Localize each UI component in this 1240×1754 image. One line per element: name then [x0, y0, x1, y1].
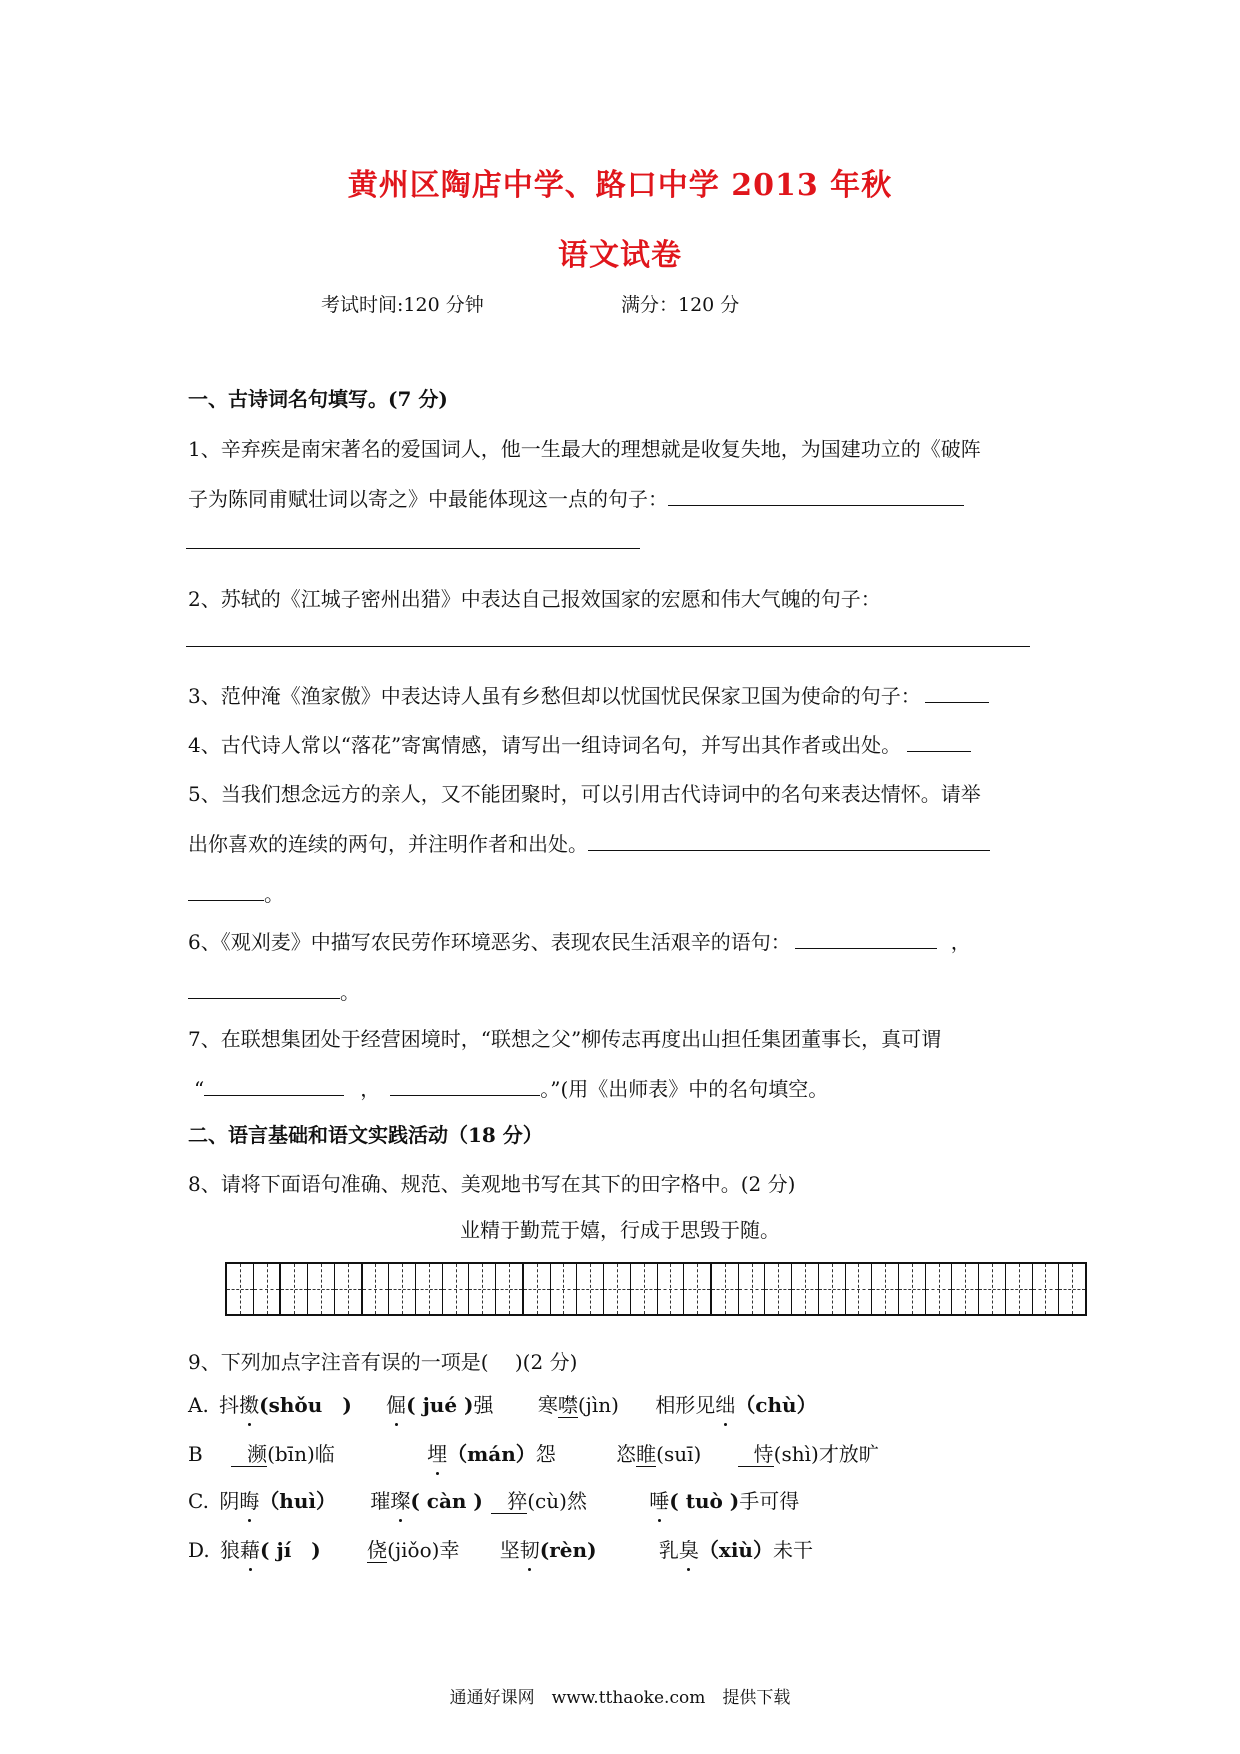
question-3-text: 3、范仲淹《渔家傲》中表达诗人虽有乡愁但却以忧国忧民保家卫国为使命的句子： [188, 684, 921, 708]
answer-line[interactable] [186, 646, 1030, 647]
grid-cell[interactable] [684, 1264, 712, 1314]
option-d-word3: 坚韧(rèn) [500, 1538, 597, 1562]
option-d-word1: 狼藉( jí ) [220, 1538, 321, 1562]
grid-cell[interactable] [952, 1264, 979, 1314]
exam-time: 考试时间:120 分钟 [321, 294, 484, 316]
option-a-word4: 相形见绌（chù） [655, 1393, 816, 1417]
grid-cell[interactable] [631, 1264, 658, 1314]
question-6-end: 。 [340, 980, 360, 1004]
answer-blank[interactable] [390, 1073, 540, 1096]
exam-title: 黄州区陶店中学、路口中学 2013 年秋 [347, 168, 893, 203]
grid-cell[interactable] [227, 1264, 254, 1314]
question-1-line2 [188, 483, 964, 514]
answer-blank[interactable] [907, 729, 971, 752]
option-c-word1: 阴晦（huì） [219, 1489, 336, 1513]
option-b-word3: 恣睢(suī) [616, 1442, 702, 1466]
grid-cell[interactable] [739, 1264, 766, 1314]
option-c-word4: 唾( tuò )手可得 [649, 1489, 799, 1513]
grid-cell[interactable] [926, 1264, 953, 1314]
answer-blank[interactable] [204, 1073, 344, 1096]
option-a[interactable] [188, 1390, 817, 1420]
question-6 [188, 926, 971, 957]
grid-cell[interactable] [899, 1264, 926, 1314]
question-7-comma: ， [360, 1077, 381, 1101]
answer-line[interactable] [186, 548, 640, 549]
grid-cell[interactable] [1033, 1264, 1060, 1314]
option-c-word2: 璀璨( càn ) [370, 1489, 483, 1513]
option-b[interactable] [188, 1439, 879, 1469]
option-b-word1: 濒(bīn)临 [231, 1442, 335, 1466]
tianzige-grid[interactable] [225, 1262, 1087, 1316]
question-4-text: 4、古代诗人常以“落花”寄寓情感，请写出一组诗词名句，并写出其作者或出处。 [188, 733, 902, 757]
grid-cell[interactable] [389, 1264, 416, 1314]
grid-cell[interactable] [1059, 1264, 1085, 1314]
question-2: 2、苏轼的《江城子密州出猎》中表达自己报效国家的宏愿和伟大气魄的句子： [188, 587, 881, 611]
grid-cell[interactable] [551, 1264, 578, 1314]
exam-subtitle: 语文试卷 [558, 238, 682, 273]
option-b-word4: 恃(shì)才放旷 [738, 1442, 879, 1466]
question-8: 8、请将下面语句准确、规范、美观地书写在其下的田字格中。(2 分) [188, 1172, 796, 1196]
answer-blank[interactable] [188, 976, 340, 999]
question-6-text: 6、《观刈麦》中描写农民劳作环境恶劣、表现农民生活艰辛的语句： [188, 930, 791, 954]
option-d-label: D. [188, 1538, 210, 1562]
option-a-word2: 倔( jué )强 [386, 1393, 493, 1417]
grid-cell[interactable] [524, 1264, 551, 1314]
option-d-word2: 侥(jiǒo)幸 [367, 1538, 460, 1562]
grid-cell[interactable] [604, 1264, 631, 1314]
question-4 [188, 729, 971, 760]
grid-cell[interactable] [363, 1264, 390, 1314]
question-5-line2 [188, 828, 990, 859]
answer-blank[interactable] [925, 680, 989, 703]
option-d[interactable] [188, 1535, 813, 1565]
answer-blank[interactable] [795, 926, 937, 949]
grid-cell[interactable] [872, 1264, 899, 1314]
question-6-line2 [188, 976, 360, 1007]
grid-cell[interactable] [1006, 1264, 1033, 1314]
grid-cell[interactable] [658, 1264, 685, 1314]
grid-cell[interactable] [335, 1264, 363, 1314]
grid-cell[interactable] [577, 1264, 604, 1314]
question-1-line1: 1、辛弃疾是南宋著名的爱国词人，他一生最大的理想就是收复失地，为国建功立的《破阵 [188, 437, 981, 461]
option-b-word2: 埋（mán）怨 [427, 1442, 556, 1466]
option-a-word1: 抖擞(shǒu ) [219, 1393, 352, 1417]
answer-blank[interactable] [588, 828, 990, 851]
grid-cell[interactable] [308, 1264, 335, 1314]
question-6-comma: ， [950, 930, 971, 954]
full-score: 满分：120 分 [621, 294, 740, 316]
option-d-word4: 乳臭（xiù）未干 [659, 1538, 813, 1562]
grid-cell[interactable] [254, 1264, 282, 1314]
grid-cell[interactable] [416, 1264, 443, 1314]
option-c-word3: 猝(cù)然 [491, 1489, 587, 1513]
copy-sentence: 业精于勤荒于嬉，行成于思毁于随。 [460, 1218, 780, 1242]
grid-cell[interactable] [979, 1264, 1006, 1314]
grid-cell[interactable] [496, 1264, 524, 1314]
question-7-line2 [188, 1073, 828, 1104]
option-a-word3: 寒噤(jìn) [537, 1393, 619, 1417]
page-footer: 通通好课网 www.tthaoke.com 提供下载 [449, 1688, 791, 1708]
answer-blank[interactable] [668, 483, 964, 506]
grid-cell[interactable] [819, 1264, 846, 1314]
question-3 [188, 680, 989, 711]
grid-cell[interactable] [765, 1264, 792, 1314]
answer-blank[interactable] [188, 878, 264, 901]
question-7-line1: 7、在联想集团处于经营困境时，“联想之父”柳传志再度出山担任集团董事长，真可谓 [188, 1027, 942, 1051]
option-c[interactable] [188, 1486, 799, 1516]
question-7-open-quote: “ [194, 1077, 205, 1101]
option-b-label: B [188, 1442, 203, 1466]
option-a-label: A. [188, 1393, 209, 1417]
section1-heading: 一、古诗词名句填写。(7 分) [188, 387, 448, 411]
question-5-line3 [188, 878, 284, 909]
grid-cell[interactable] [712, 1264, 739, 1314]
question-9: 9、下列加点字注音有误的一项是( )(2 分) [188, 1350, 578, 1374]
grid-cell[interactable] [469, 1264, 496, 1314]
question-1-text: 子为陈同甫赋壮词以寄之》中最能体现这一点的句子： [188, 487, 668, 511]
section2-heading: 二、语言基础和语文实践活动（18 分） [188, 1123, 543, 1147]
question-5-text: 出你喜欢的连续的两句，并注明作者和出处。 [188, 832, 588, 856]
grid-cell[interactable] [443, 1264, 470, 1314]
grid-cell[interactable] [846, 1264, 873, 1314]
question-5-end: 。 [264, 882, 284, 906]
grid-cell[interactable] [792, 1264, 819, 1314]
question-5-line1: 5、当我们想念远方的亲人，又不能团聚时，可以引用古代诗词中的名句来表达情怀。请举 [188, 782, 981, 806]
option-c-label: C. [188, 1489, 209, 1513]
question-7-end: 。”(用《出师表》中的名句填空。 [540, 1077, 829, 1101]
grid-cell[interactable] [281, 1264, 308, 1314]
